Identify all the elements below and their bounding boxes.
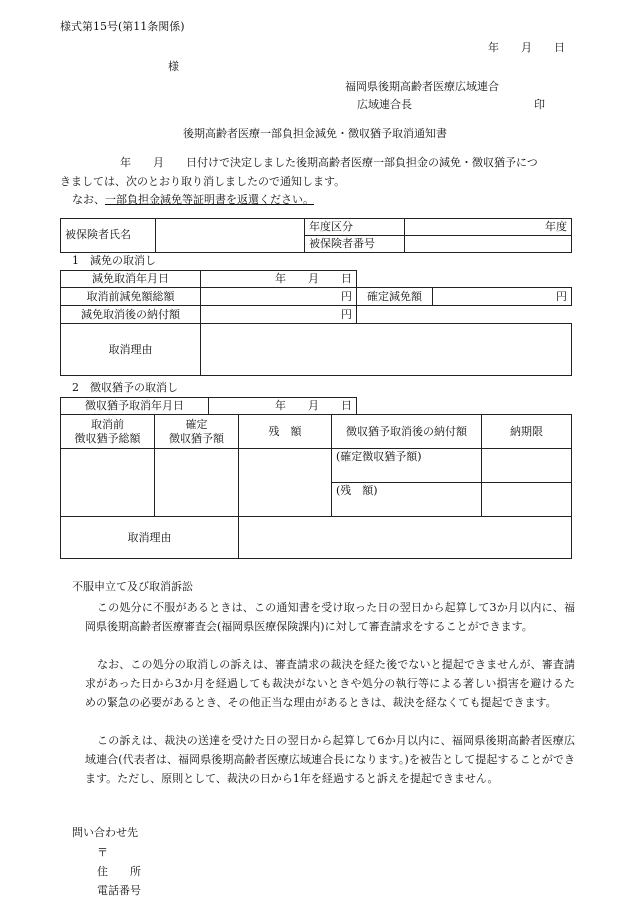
section1-date-table [60,270,357,288]
balance-value [239,449,332,517]
total-before-label: 取消前減免額総額 [61,288,201,306]
address-label: 住 所 [97,865,141,878]
postal-mark: 〒 [97,846,108,859]
intro-line-3: なお、一部負担金減免等証明書を返還ください。 [72,193,314,206]
confirmed-label: 確定減免額 [357,288,433,306]
insured-number-label: 被保険者番号 [305,235,405,252]
intro-line-1: 年 月 日付けで決定しました後期高齢者医療一部負担金の減免・徴収猶予につ [120,156,538,169]
sub-confirmed-label: (確定徴収猶予額) [332,449,482,483]
recipient-suffix: 様 [168,60,179,73]
document-title: 後期高齢者医療一部負担金減免・徴収猶予取消通知書 [183,127,447,140]
section1-heading: 1 減免の取消し [72,254,156,267]
return-certificate-note: 一部負担金減免等証明書を返還ください。 [105,193,314,206]
section2-amount-table [60,414,572,559]
payment-after-yen: 円 [201,306,357,324]
sub-balance-label: (残 額) [332,483,482,517]
section1-reason-label: 取消理由 [61,324,201,376]
appeal-paragraph-2: なお、この処分の取消しの訴えは、審査請求の裁決を経た後でないと提起できませんが、審査請求があった日から3か月を経過しても裁決がないときや処分の執行等による著しい損害を避けるための緊急の必要があるとき、その他正当な理由があるときは、裁決を経なくても提起できます。 [85,658,575,709]
confirmed-yen: 円 [433,288,572,306]
insured-name-value [156,219,305,253]
section2-cancel-date-label: 徴収猶予取消年月日 [61,398,209,415]
appeal-paragraph-3: この訴えは、裁決の送達を受けた日の翌日から起算して6か月以内に、福岡県後期高齢者医療広域連合(代表者は、福岡県後期高齢者医療広域連合長になります。)を被告として提起することができます。ただし、原則として、裁決の日から1年を経過すると訴えを提起できません。 [85,734,575,785]
deadline-balance-value [482,483,572,517]
intro-line-2: きましては、次のとおり取り消しましたので通知します。 [60,175,346,188]
section1-reason-value [201,324,572,376]
col-balance: 残 額 [239,415,332,449]
section2-reason-value [239,517,572,559]
insured-number-value [405,235,572,252]
section2-date-table [60,397,357,415]
col-total-before: 取消前 徴収猶予総額 [61,415,155,449]
issue-date: 年 月 日 [488,41,565,54]
confirmed-value [155,449,239,517]
fiscal-year-value: 年度 [405,219,572,236]
insured-info-table [60,218,572,253]
section1-amount-table [60,287,572,376]
section2-heading: 2 徴収猶予の取消し [72,381,178,394]
section1-cancel-date-value: 年 月 日 [201,271,357,288]
appeal-paragraph-1: この処分に不服があるときは、この通知書を受け取った日の翌日から起算して3か月以内に、福岡県後期高齢者医療審査会(福岡県医療保険課内)に対して審査請求をすることができます。 [85,601,575,633]
contact-heading: 問い合わせ先 [72,826,138,839]
col-payment-after: 徴収猶予取消後の納付額 [332,415,482,449]
total-before-yen: 円 [201,288,357,306]
issuer-title: 広域連合長 [357,98,412,111]
issuer-org: 福岡県後期高齢者医療広域連合 [345,80,499,93]
col-deadline: 納期限 [482,415,572,449]
section2-reason-label: 取消理由 [61,517,239,559]
section1-cancel-date-label: 減免取消年月日 [61,271,201,288]
total-before-value [61,449,155,517]
form-number: 様式第15号(第11条関係) [60,20,185,33]
seal-mark: 印 [534,98,545,111]
insured-name-label: 被保険者氏名 [61,219,156,253]
blank-cell [357,306,572,324]
col-confirmed: 確定 徴収猶予額 [155,415,239,449]
section2-cancel-date-value: 年 月 日 [209,398,357,415]
phone-label: 電話番号 [97,884,141,897]
fiscal-year-label: 年度区分 [305,219,405,236]
appeal-heading: 不服申立て及び取消訴訟 [72,580,193,593]
payment-after-label: 減免取消後の納付額 [61,306,201,324]
deadline-confirmed-value [482,449,572,483]
